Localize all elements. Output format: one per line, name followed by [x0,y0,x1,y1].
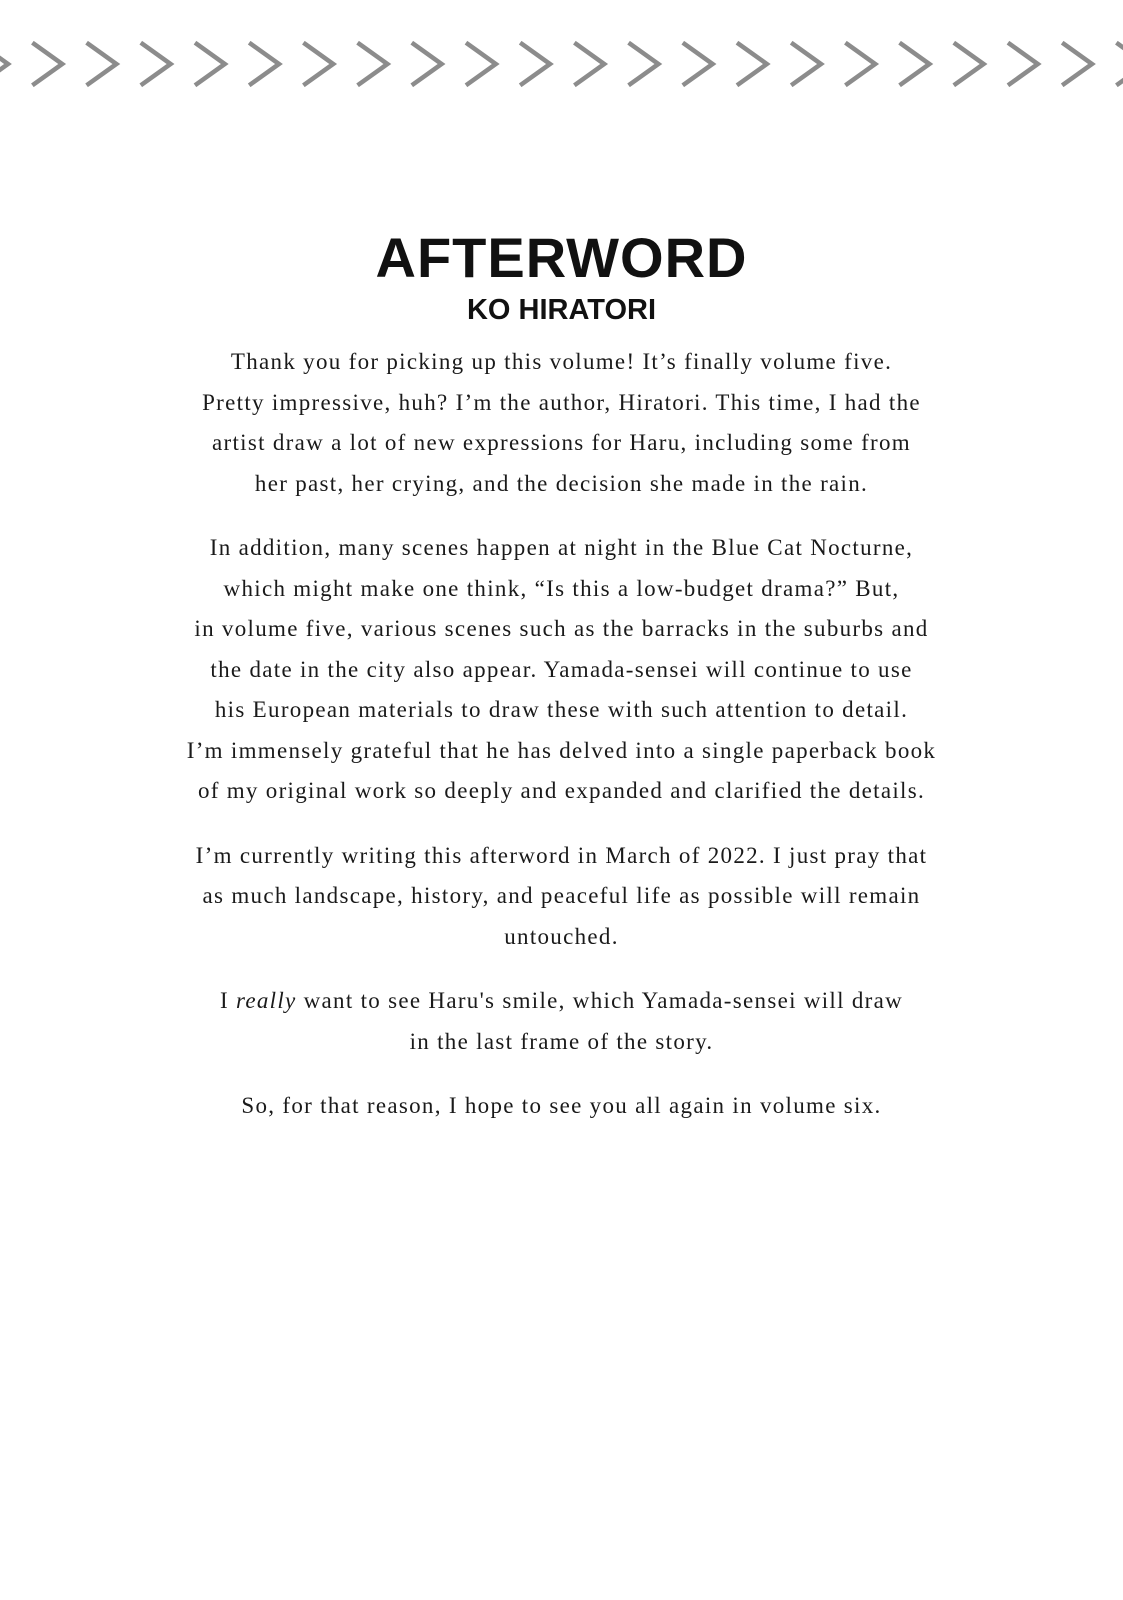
paragraph-1 [140,342,983,504]
text-line: the date in the city also appear. Yamada-sensei will continue to use [210,656,913,682]
chevron-right-icon [956,44,984,84]
text-line: untouched. [504,923,619,949]
paragraph-5 [140,1086,983,1127]
text-line: In addition, many scenes happen at night in the Blue Cat Nocturne, [209,535,914,560]
text-line: his European materials to draw these with such attention to detail. [214,697,909,722]
text-line: as much landscape, history, and peaceful life as possible will remain [202,883,921,908]
chevron-right-icon [739,44,767,84]
chevron-right-icon [305,44,333,84]
chevron-right-icon [630,44,658,84]
paragraph-2 [140,528,983,812]
chevron-right-icon [685,44,713,84]
text-line: of my original work so deeply and expanded and clarified the details. [197,778,926,803]
chevron-right-icon [88,44,116,84]
text-line: in the last frame of the story. [409,1028,714,1054]
text-line: So, for that reason, I hope to see you all again in volume six. [241,1093,882,1118]
chevron-right-icon [793,44,821,84]
text-line: I’m immensely grateful that he has delved into a single paperback book [186,737,937,763]
chevron-right-icon [34,44,62,84]
chevron-right-icon [522,44,550,84]
paragraph-4 [140,981,983,1062]
chevron-right-icon [576,44,604,84]
chevron-border [0,36,1123,92]
chevron-right-icon [0,44,8,84]
chevron-right-icon [414,44,442,84]
paragraph-3 [140,836,983,958]
text-line: I’m currently writing this afterword in March of 2022. I just pray that [195,842,928,868]
text-run: I [219,988,236,1013]
page-title: AFTERWORD [375,226,748,289]
afterword-body [140,342,983,1151]
text-line [140,981,983,1022]
text-line: artist draw a lot of new expressions for Haru, including some from [212,430,911,455]
text-line: in volume five, various scenes such as the barracks in the suburbs and [194,616,929,641]
page-header [0,226,1123,328]
chevron-right-icon [847,44,875,84]
chevron-right-icon [359,44,387,84]
chevron-right-icon [1118,44,1123,84]
chevron-right-icon [1010,44,1038,84]
chevron-right-icon [901,44,929,84]
chevron-right-icon [197,44,225,84]
text-line: Pretty impressive, huh? I’m the author, Hiratori. This time, I had the [202,389,921,415]
text-run: want to see Haru's smile, which Yamada-sensei will draw [296,988,904,1013]
text-line: her past, her crying, and the decision she made in the rain. [254,470,869,496]
chevron-right-icon [251,44,279,84]
text-line: Thank you for picking up this volume! It’s finally volume five. [230,349,893,374]
chevron-right-icon [468,44,496,84]
emphasis-text: really [235,988,297,1013]
text-line: which might make one think, “Is this a low-budget drama?” But, [223,575,900,601]
chevron-right-icon [1064,44,1092,84]
author-name: KO HIRATORI [466,294,657,326]
chevron-right-icon [143,44,171,84]
